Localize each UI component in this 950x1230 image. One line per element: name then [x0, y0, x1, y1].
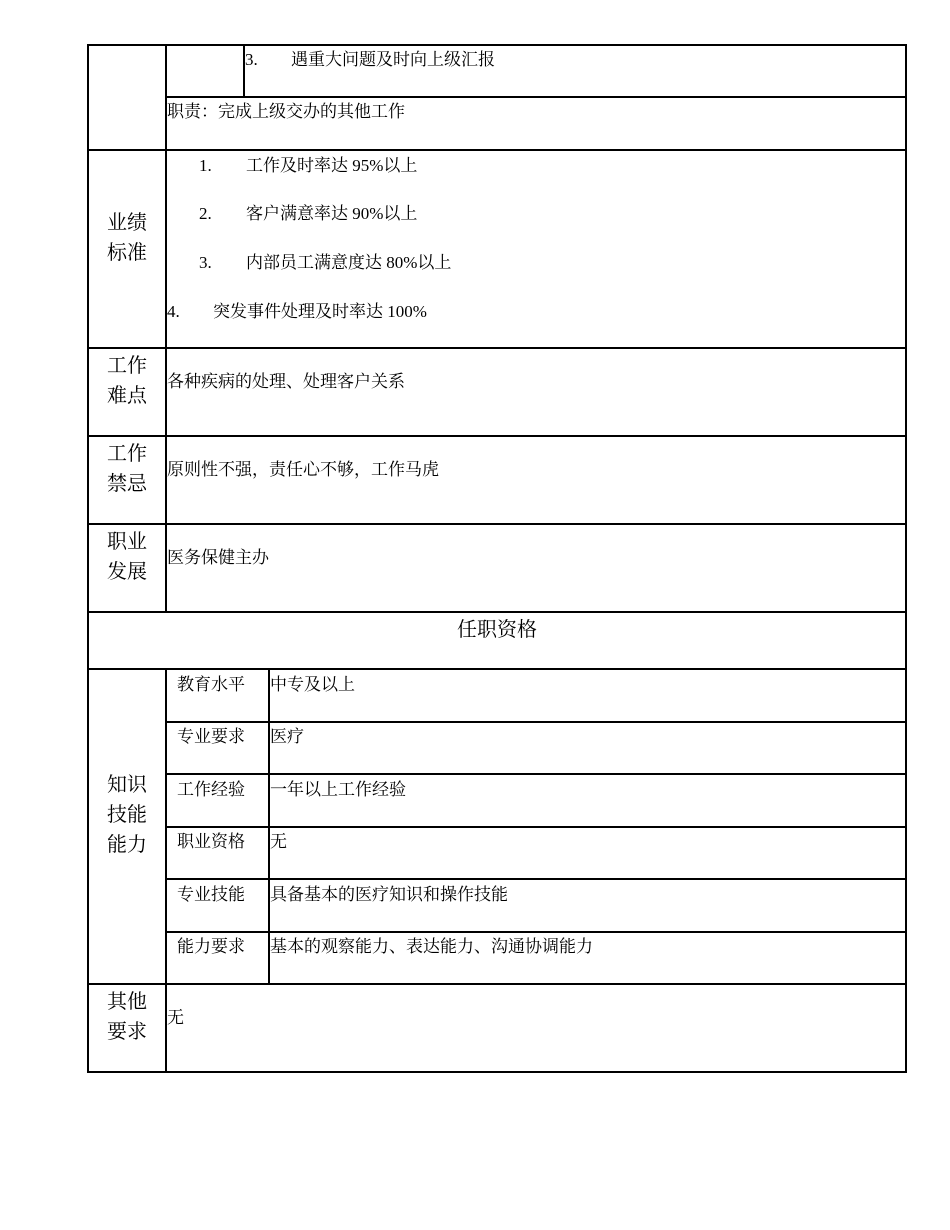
table-border: [166, 721, 907, 723]
table-border: [87, 1071, 907, 1073]
qualification-title: 任职资格: [457, 619, 537, 641]
requirement-key: 能力要求: [177, 937, 245, 956]
requirement-value: 中专及以上: [270, 675, 355, 694]
other-label: [88, 987, 166, 1047]
label-line: 职业: [107, 531, 147, 553]
label-line: 要求: [107, 1021, 147, 1043]
difficulty-label: [88, 351, 166, 411]
requirement-value: 一年以上工作经验: [270, 780, 406, 799]
requirement-value: 医疗: [270, 727, 304, 746]
requirement-value: 具备基本的医疗知识和操作技能: [270, 885, 508, 904]
table-border: [87, 435, 907, 437]
list-item-number: 2.: [199, 204, 212, 223]
table-border: [905, 44, 907, 1073]
performance-label: [88, 208, 166, 268]
list-item-number: 3.: [199, 253, 212, 272]
requirement-value: 基本的观察能力、表达能力、沟通协调能力: [270, 937, 593, 956]
table-border: [166, 826, 907, 828]
list-item: 内部员工满意度达 80%以上: [246, 253, 452, 272]
label-line: 工作: [107, 355, 147, 377]
career-label: [88, 527, 166, 587]
table-border: [87, 149, 907, 151]
requirement-key: 专业技能: [177, 885, 245, 904]
list-item-number: 1.: [199, 156, 212, 175]
list-item-number: 4.: [167, 302, 180, 321]
knowledge-label: [88, 770, 166, 860]
table-border: [166, 931, 907, 933]
table-border: [166, 96, 907, 98]
taboo-text: 原则性不强，责任心不够，工作马虎: [167, 460, 439, 479]
list-item: 客户满意率达 90%以上: [246, 204, 418, 223]
difficulty-text: 各种疾病的处理、处理客户关系: [167, 372, 405, 391]
label-line: 标准: [107, 242, 147, 264]
requirement-key: 专业要求: [177, 727, 245, 746]
other-text: 无: [167, 1008, 184, 1027]
table-border: [87, 44, 907, 46]
list-item: 突发事件处理及时率达 100%: [213, 302, 427, 321]
label-line: 能力: [107, 834, 147, 856]
table-border: [166, 878, 907, 880]
requirement-key: 工作经验: [177, 780, 245, 799]
career-text: 医务保健主办: [167, 548, 269, 567]
responsibility-text: 职责：完成上级交办的其他工作: [167, 102, 405, 121]
table-border: [87, 347, 907, 349]
requirement-key: 职业资格: [177, 832, 245, 851]
requirement-value: 无: [270, 832, 287, 851]
requirement-key: 教育水平: [177, 675, 245, 694]
label-line: 禁忌: [107, 473, 147, 495]
taboo-label: [88, 439, 166, 499]
duty-item-number: 3.: [245, 50, 258, 69]
label-line: 工作: [107, 443, 147, 465]
table-border: [87, 668, 907, 670]
label-line: 业绩: [107, 212, 147, 234]
label-line: 技能: [107, 804, 147, 826]
label-line: 其他: [107, 991, 147, 1013]
duty-item-text: 遇重大问题及时向上级汇报: [291, 50, 495, 69]
table-border: [87, 523, 907, 525]
table-border: [87, 611, 907, 613]
label-line: 知识: [107, 774, 147, 796]
label-line: 难点: [107, 385, 147, 407]
table-border: [166, 773, 907, 775]
label-line: 发展: [107, 561, 147, 583]
list-item: 工作及时率达 95%以上: [246, 156, 418, 175]
table-border: [87, 983, 907, 985]
